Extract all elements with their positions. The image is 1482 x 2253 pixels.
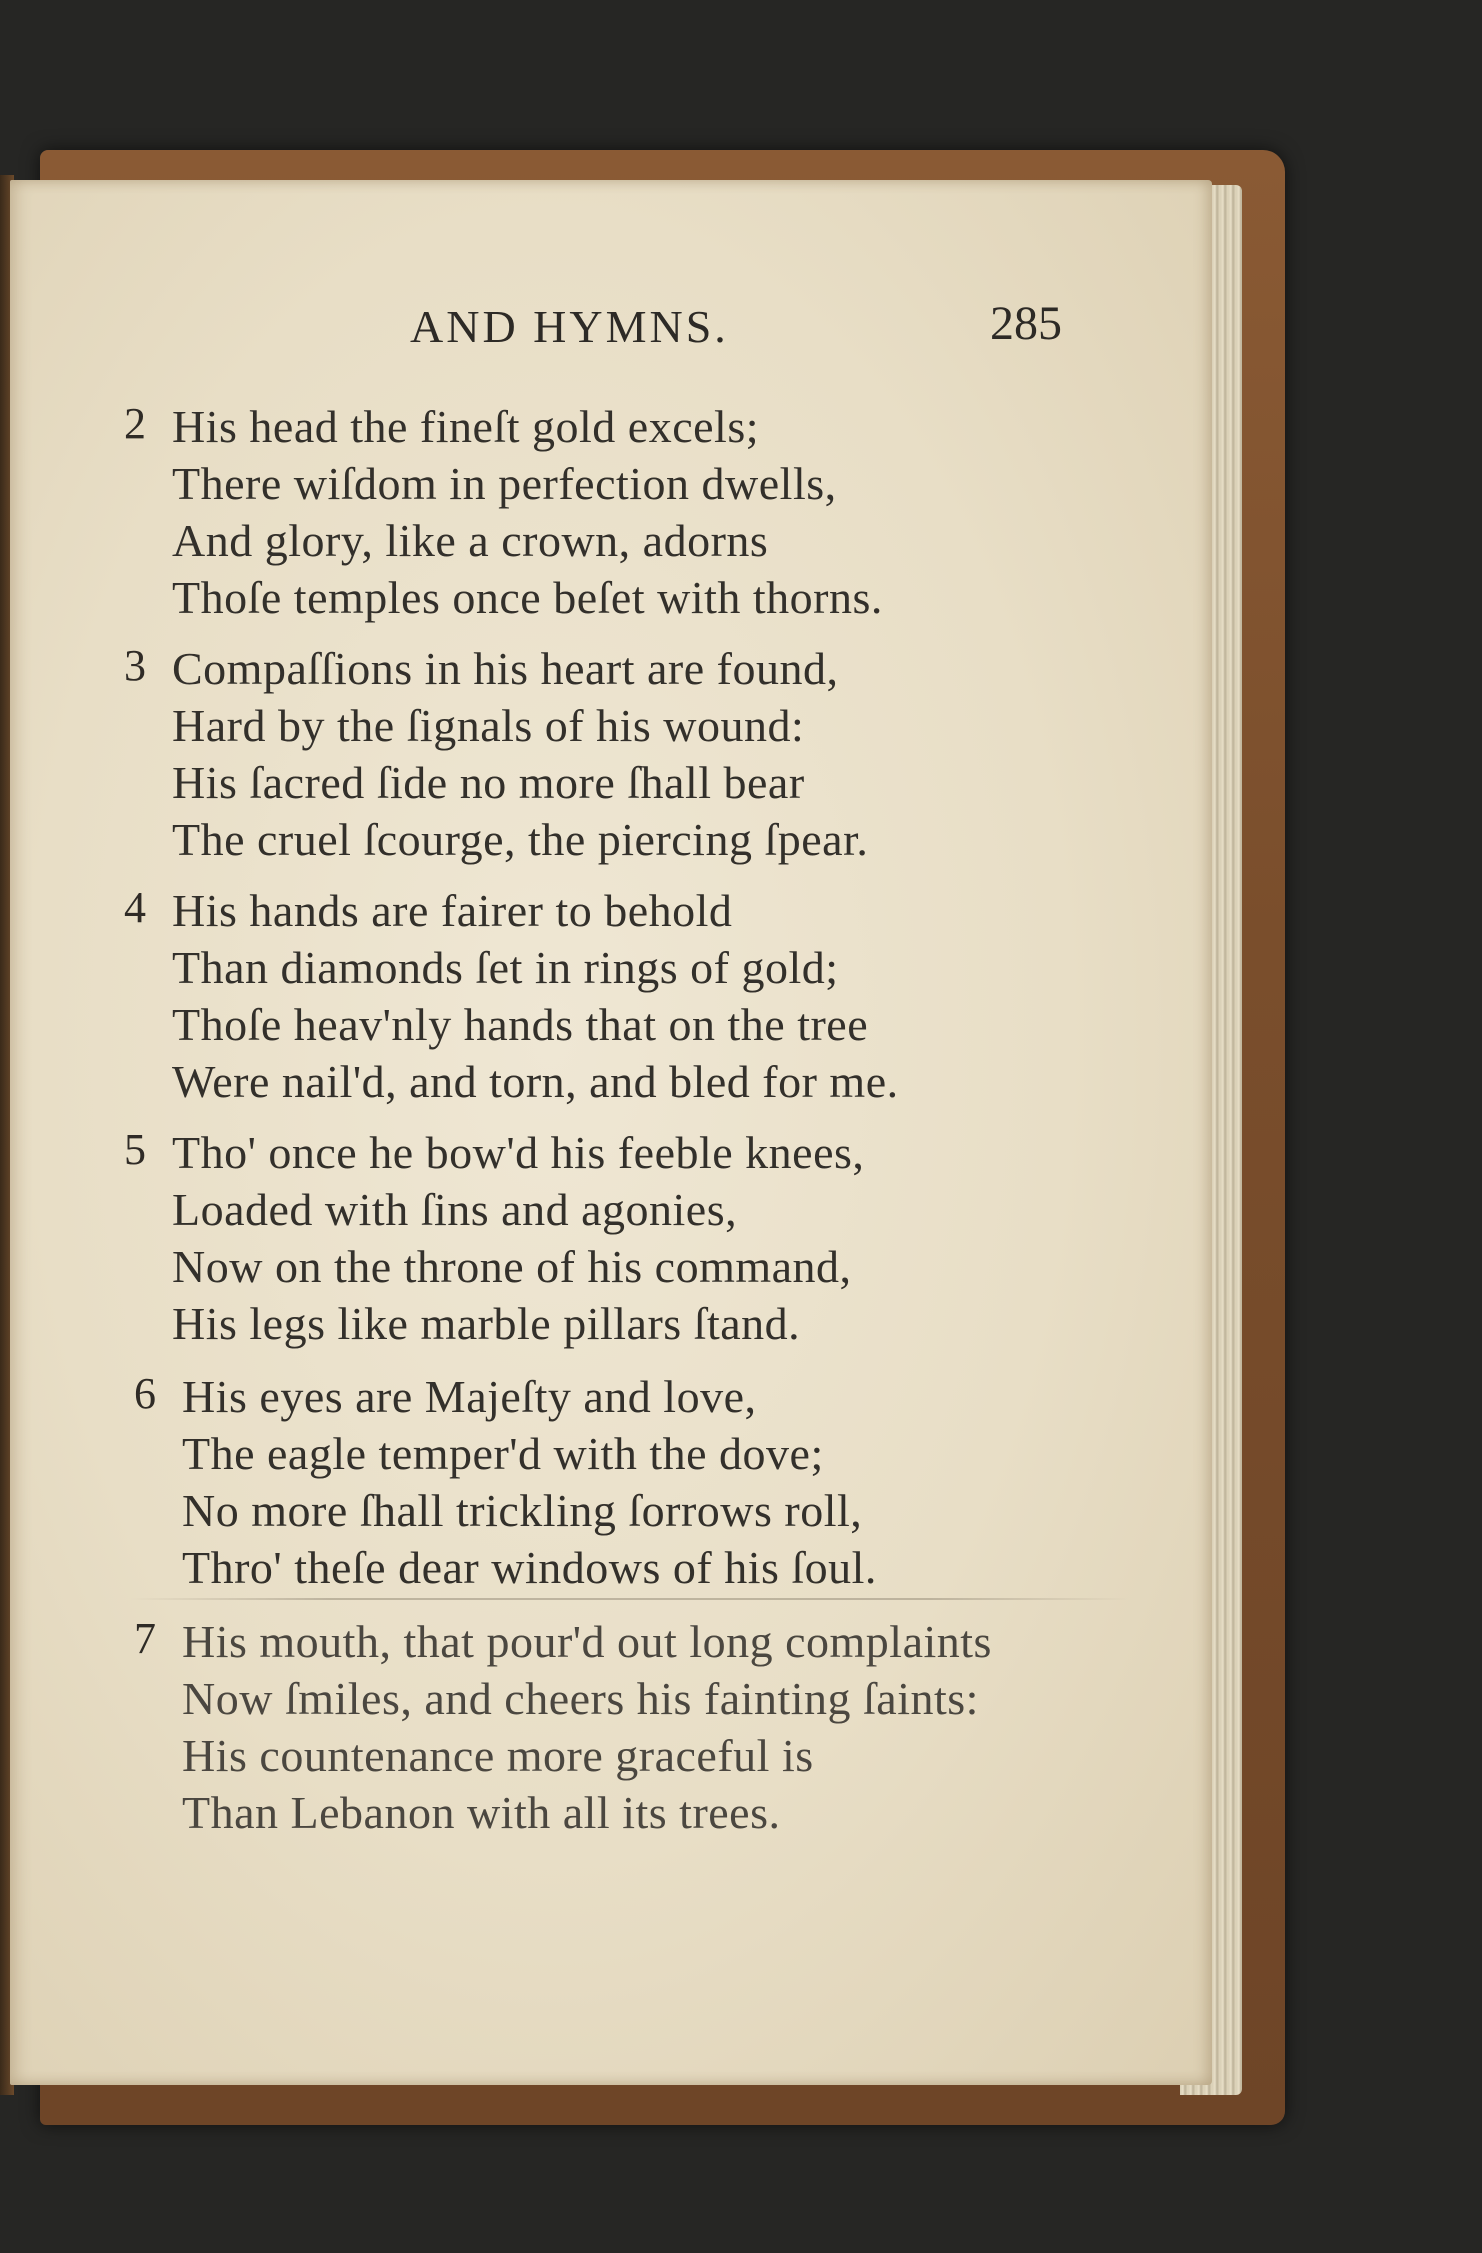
stanza-4 — [110, 882, 1150, 1110]
verse-line: Now on the throne of his command, — [172, 1241, 852, 1292]
verse-line: Than diamonds ſet in rings of gold; — [172, 942, 839, 993]
verse-line: Than Lebanon with all its trees. — [182, 1787, 781, 1838]
running-head: AND HYMNS. — [410, 301, 729, 352]
page-crease — [130, 1598, 1130, 1600]
verse-line: His eyes are Majeſty and love, — [182, 1371, 757, 1422]
verse-line: His countenance more graceful is — [182, 1730, 814, 1781]
stanza-5 — [110, 1124, 1150, 1352]
stanza-number: 6 — [134, 1369, 156, 1418]
verse-line: Hard by the ſignals of his wound: — [172, 700, 805, 751]
verse-line: No more ſhall trickling ſorrows roll, — [182, 1485, 863, 1536]
verse-line: And glory, like a crown, adorns — [172, 515, 769, 566]
verse-line: Thro' theſe dear windows of his ſoul. — [182, 1542, 877, 1593]
verse-line: Thoſe temples once beſet with thorns. — [172, 572, 883, 623]
verse-line: Loaded with ſins and agonies, — [172, 1184, 738, 1235]
stanza-number: 4 — [124, 883, 146, 932]
verse-line: The cruel ſcourge, the piercing ſpear. — [172, 814, 869, 865]
verse-line: Compaſſions in his heart are found, — [172, 643, 839, 694]
verse-line: His mouth, that pour'd out long complaints — [182, 1616, 992, 1667]
stanza-3 — [110, 640, 1150, 868]
verse-line: Thoſe heav'nly hands that on the tree — [172, 999, 869, 1050]
verse-line: The eagle temper'd with the dove; — [182, 1428, 824, 1479]
page-number: 285 — [990, 297, 1062, 350]
verse-line: There wiſdom in perfection dwells, — [172, 458, 837, 509]
stanza-number: 3 — [124, 641, 146, 690]
stanza-number: 5 — [124, 1125, 146, 1174]
stanza-6 — [120, 1368, 1160, 1596]
verse-line: His head the fineſt gold excels; — [172, 401, 760, 452]
stanza-number: 2 — [124, 399, 146, 448]
verse-line: Were nail'd, and torn, and bled for me. — [172, 1056, 899, 1107]
verse-line: His ſacred ſide no more ſhall bear — [172, 757, 805, 808]
stanza-7 — [120, 1613, 1160, 1841]
verse-line: Tho' once he bow'd his feeble knees, — [172, 1127, 865, 1178]
verse-line: Now ſmiles, and cheers his fainting ſaints: — [182, 1673, 979, 1724]
verse-line: His hands are fairer to behold — [172, 885, 733, 936]
stanza-number: 7 — [134, 1614, 156, 1663]
verse-line: His legs like marble pillars ſtand. — [172, 1298, 801, 1349]
stanza-2 — [110, 398, 1150, 626]
